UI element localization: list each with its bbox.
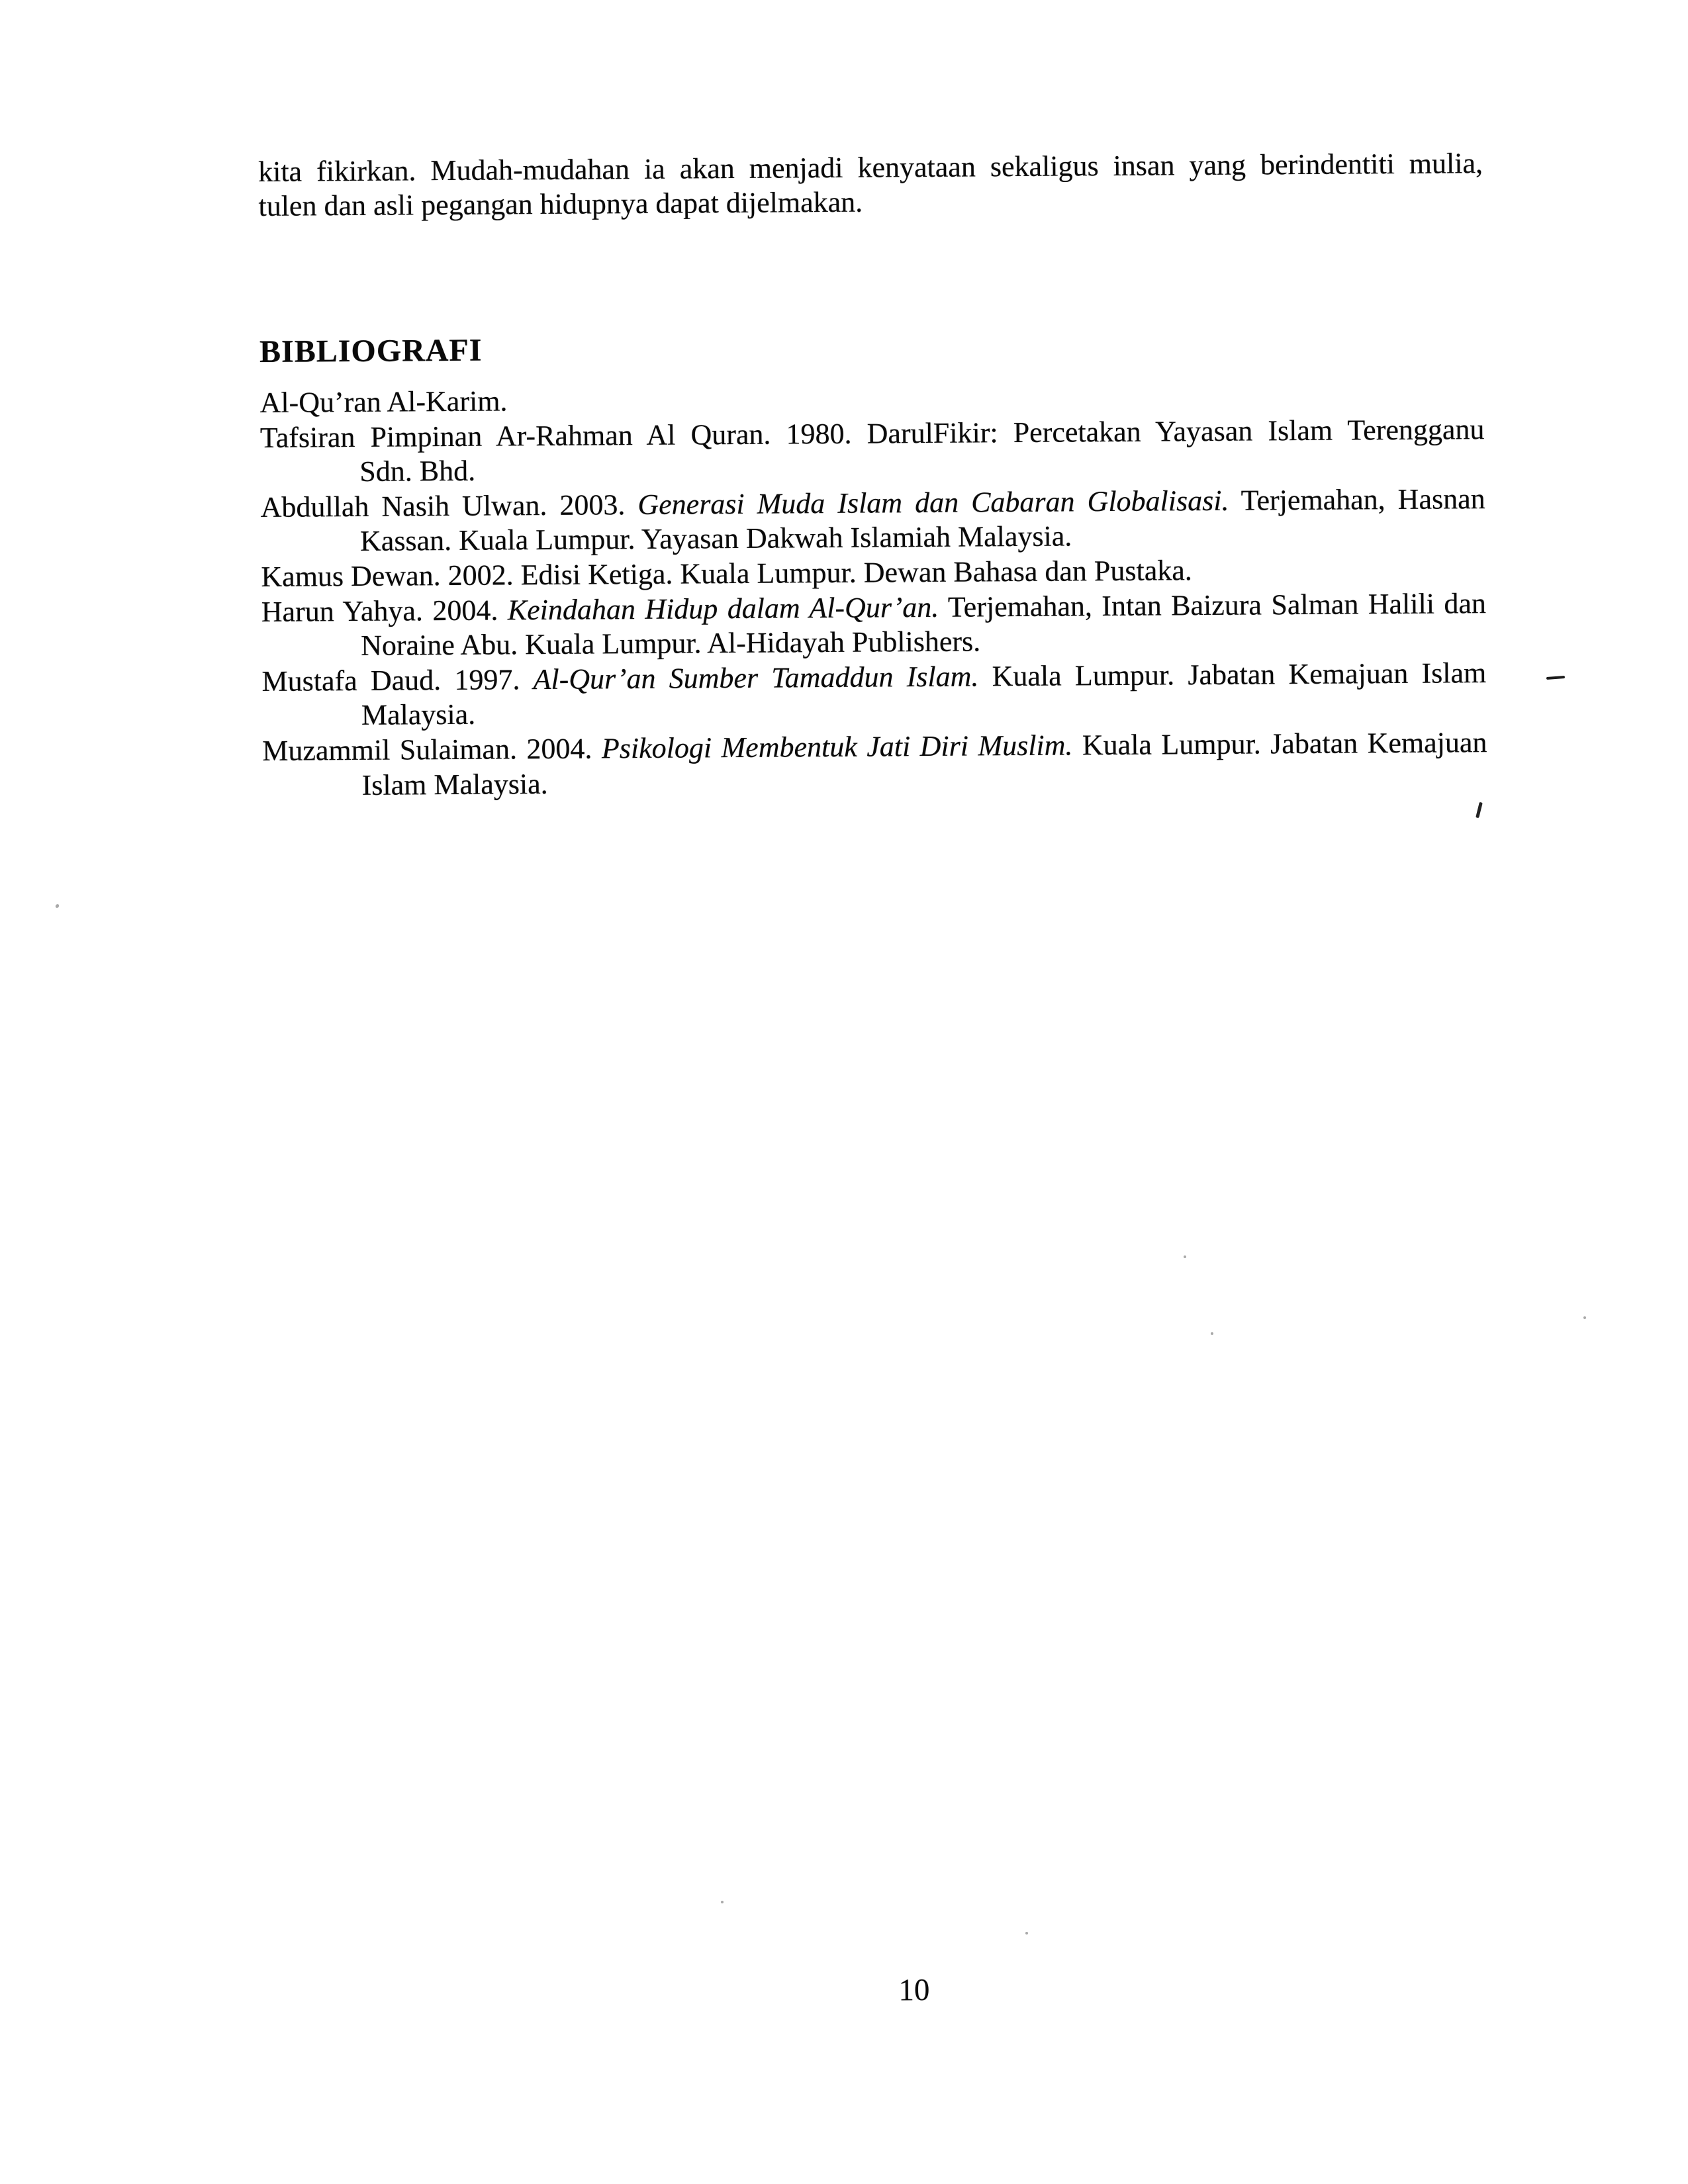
reference-list [259, 377, 1487, 803]
text-segment: Noraine Abu. Kuala Lumpur. Al-Hidayah Publishers. [360, 625, 981, 662]
text-segment: Kuala Lumpur. Jabatan Kemajuan [1072, 725, 1487, 762]
text-segment: tulen dan asli pegangan hidupnya dapat dijelmakan. [258, 185, 863, 222]
reference-title-italic: Al-Qur’an Sumber Tamaddun Islam. [533, 660, 979, 696]
reference-title-italic: Generasi Muda Islam dan Cabaran Globalisasi. [637, 484, 1229, 521]
text-line [361, 760, 1487, 803]
scan-artifact-speck [1211, 1332, 1213, 1335]
text-segment: Kassan. Kuala Lumpur. Yayasan Dakwah Islamiah Malaysia. [359, 520, 1072, 558]
text-segment: Terjemahan, Intan Baizura Salman Halili dan [939, 586, 1487, 623]
text-segment: Sdn. Bhd. [359, 454, 476, 488]
reference-title-italic: Keindahan Hidup dalam Al-Qur’an. [507, 590, 939, 626]
scan-artifact-speck [721, 1901, 724, 1903]
text-segment: Abdullah Nasih Ulwan. 2003. [260, 488, 638, 523]
reference-entry [260, 412, 1485, 490]
text-segment: Tafsiran Pimpinan Ar-Rahman Al Quran. 1980. DarulFikir: Percetakan Yayasan Islam Terengganu [259, 412, 1485, 454]
text-segment: Terjemahan, Hasnan [1229, 482, 1485, 517]
closing-paragraph [258, 146, 1483, 224]
text-segment: Islam Malaysia. [361, 767, 548, 801]
text-segment: Al-Qu’ran Al-Karim. [259, 385, 508, 419]
reference-entry [262, 725, 1487, 803]
scan-artifact-speck [1025, 1932, 1028, 1934]
text-segment: Mustafa Daud. 1997. [261, 662, 534, 698]
text-segment: Kuala Lumpur. Jabatan Kemajuan Islam [978, 656, 1487, 693]
scan-artifact-speck [1184, 1255, 1186, 1258]
text-segment: Harun Yahya. 2004. [261, 593, 508, 628]
reference-entry [261, 586, 1487, 664]
bibliography-heading: BIBLIOGRAFI [259, 332, 483, 369]
text-segment: kita fikirkan. Mudah-mudahan ia akan menjadi kenyataan sekaligus insan yang berindentiti mulia, [258, 147, 1483, 188]
text-segment: Muzammil Sulaiman. 2004. [262, 732, 602, 767]
text-segment: Malaysia. [361, 698, 476, 732]
scan-artifact-speck [1583, 1316, 1586, 1319]
reference-entry [261, 656, 1487, 734]
reference-title-italic: Psikologi Membentuk Jati Diri Muslim. [601, 729, 1073, 765]
reference-entry [260, 482, 1485, 560]
text-segment: Kamus Dewan. 2002. Edisi Ketiga. Kuala Lumpur. Dewan Bahasa dan Pustaka. [261, 554, 1192, 593]
page-number: 10 [898, 1972, 930, 2008]
